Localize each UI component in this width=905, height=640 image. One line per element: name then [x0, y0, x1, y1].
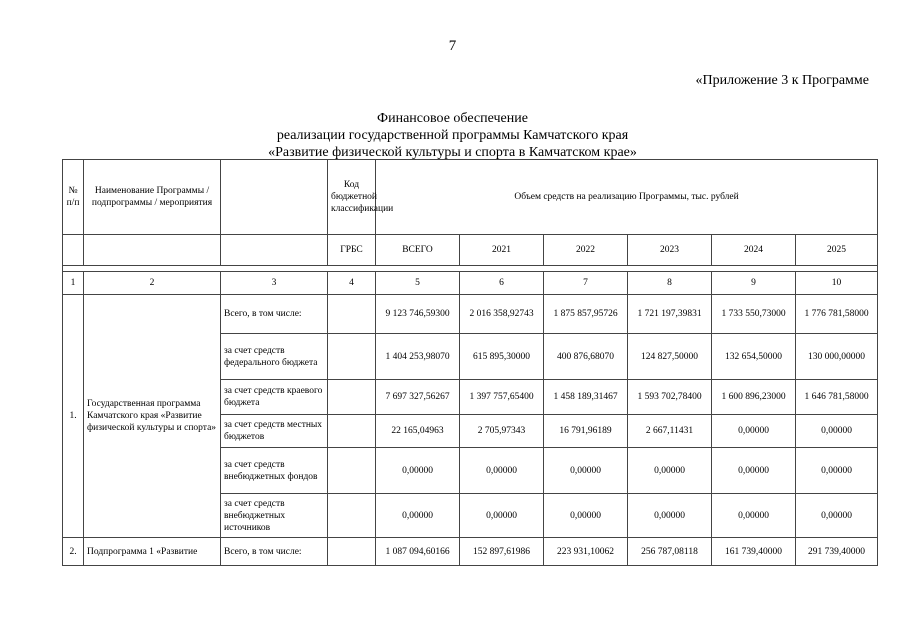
grbs-cell [328, 415, 376, 448]
title-line-3: «Развитие физической культуры и спорта в Камчатском крае» [268, 145, 637, 160]
value-2024: 132 654,50000 [712, 334, 796, 380]
grbs-cell [328, 295, 376, 334]
value-2024: 0,00000 [712, 415, 796, 448]
value-2024: 161 739,40000 [712, 538, 796, 566]
header-code: Код бюджетной классификации [328, 160, 376, 235]
value-2025: 130 000,00000 [796, 334, 878, 380]
header-total: ВСЕГО [376, 235, 460, 266]
grbs-cell [328, 538, 376, 566]
value-2022: 16 791,96189 [544, 415, 628, 448]
column-number: 5 [376, 272, 460, 295]
value-2025: 1 646 781,58000 [796, 380, 878, 415]
header-row-2 [63, 235, 878, 266]
table-row [63, 538, 878, 566]
value-2025: 291 739,40000 [796, 538, 878, 566]
value-total: 0,00000 [376, 448, 460, 494]
value-total: 7 697 327,56267 [376, 380, 460, 415]
column-numbers-row [63, 272, 878, 295]
value-2021: 2 016 358,92743 [460, 295, 544, 334]
column-number: 4 [328, 272, 376, 295]
row-name: Подпрограмма 1 «Развитие [84, 538, 221, 566]
header-year: 2024 [712, 235, 796, 266]
header-blank [221, 160, 328, 235]
value-2023: 2 667,11431 [628, 415, 712, 448]
value-total: 9 123 746,59300 [376, 295, 460, 334]
value-2022: 400 876,68070 [544, 334, 628, 380]
value-2021: 2 705,97343 [460, 415, 544, 448]
header-row-1 [63, 160, 878, 235]
value-2024: 0,00000 [712, 448, 796, 494]
column-number: 10 [796, 272, 878, 295]
value-2024: 1 733 550,73000 [712, 295, 796, 334]
value-2025: 0,00000 [796, 415, 878, 448]
value-2023: 124 827,50000 [628, 334, 712, 380]
source-label: Всего, в том числе: [221, 538, 328, 566]
grbs-cell [328, 334, 376, 380]
value-total: 1 087 094,60166 [376, 538, 460, 566]
row-num: 1. [63, 295, 84, 538]
column-number: 2 [84, 272, 221, 295]
value-2023: 1 593 702,78400 [628, 380, 712, 415]
value-2022: 1 458 189,31467 [544, 380, 628, 415]
column-number: 8 [628, 272, 712, 295]
source-label: за счет средств внебюджетных источников [221, 494, 328, 538]
value-total: 0,00000 [376, 494, 460, 538]
value-2024: 1 600 896,23000 [712, 380, 796, 415]
source-label: за счет средств внебюджетных фондов [221, 448, 328, 494]
value-2021: 615 895,30000 [460, 334, 544, 380]
source-label: за счет средств местных бюджетов [221, 415, 328, 448]
grbs-cell [328, 380, 376, 415]
value-2024: 0,00000 [712, 494, 796, 538]
value-2022: 1 875 857,95726 [544, 295, 628, 334]
header-volume: Объем средств на реализацию Программы, тыс. рублей [376, 160, 878, 235]
header-grbs: ГРБС [328, 235, 376, 266]
value-2023: 1 721 197,39831 [628, 295, 712, 334]
value-2023: 0,00000 [628, 494, 712, 538]
title-line-2: реализации государственной программы Камчатского края [276, 128, 629, 143]
header-num: № п/п [63, 160, 84, 235]
value-2023: 0,00000 [628, 448, 712, 494]
title-line-1: Финансовое обеспечение [377, 111, 528, 126]
value-2025: 1 776 781,58000 [796, 295, 878, 334]
value-total: 1 404 253,98070 [376, 334, 460, 380]
value-2022: 0,00000 [544, 494, 628, 538]
value-total: 22 165,04963 [376, 415, 460, 448]
page-number: 7 [448, 38, 457, 54]
document-title [0, 110, 905, 161]
header-name: Наименование Программы / подпрограммы / мероприятия [84, 160, 221, 235]
value-2021: 0,00000 [460, 494, 544, 538]
column-number: 7 [544, 272, 628, 295]
value-2021: 1 397 757,65400 [460, 380, 544, 415]
financing-table [62, 159, 878, 566]
column-number: 9 [712, 272, 796, 295]
value-2025: 0,00000 [796, 494, 878, 538]
value-2021: 152 897,61986 [460, 538, 544, 566]
source-label: Всего, в том числе: [221, 295, 328, 334]
column-number: 3 [221, 272, 328, 295]
row-name: Государственная программа Камчатского края «Развитие физической культуры и спорта» [84, 295, 221, 538]
grbs-cell [328, 494, 376, 538]
appendix-label: «Приложение 3 к Программе [695, 73, 869, 88]
value-2023: 256 787,08118 [628, 538, 712, 566]
column-number: 6 [460, 272, 544, 295]
table-row [63, 295, 878, 334]
value-2022: 223 931,10062 [544, 538, 628, 566]
row-num: 2. [63, 538, 84, 566]
header-year: 2025 [796, 235, 878, 266]
source-label: за счет средств краевого бюджета [221, 380, 328, 415]
header-year: 2023 [628, 235, 712, 266]
value-2021: 0,00000 [460, 448, 544, 494]
source-label: за счет средств федерального бюджета [221, 334, 328, 380]
value-2025: 0,00000 [796, 448, 878, 494]
column-number: 1 [63, 272, 84, 295]
header-year: 2022 [544, 235, 628, 266]
value-2022: 0,00000 [544, 448, 628, 494]
grbs-cell [328, 448, 376, 494]
header-year: 2021 [460, 235, 544, 266]
